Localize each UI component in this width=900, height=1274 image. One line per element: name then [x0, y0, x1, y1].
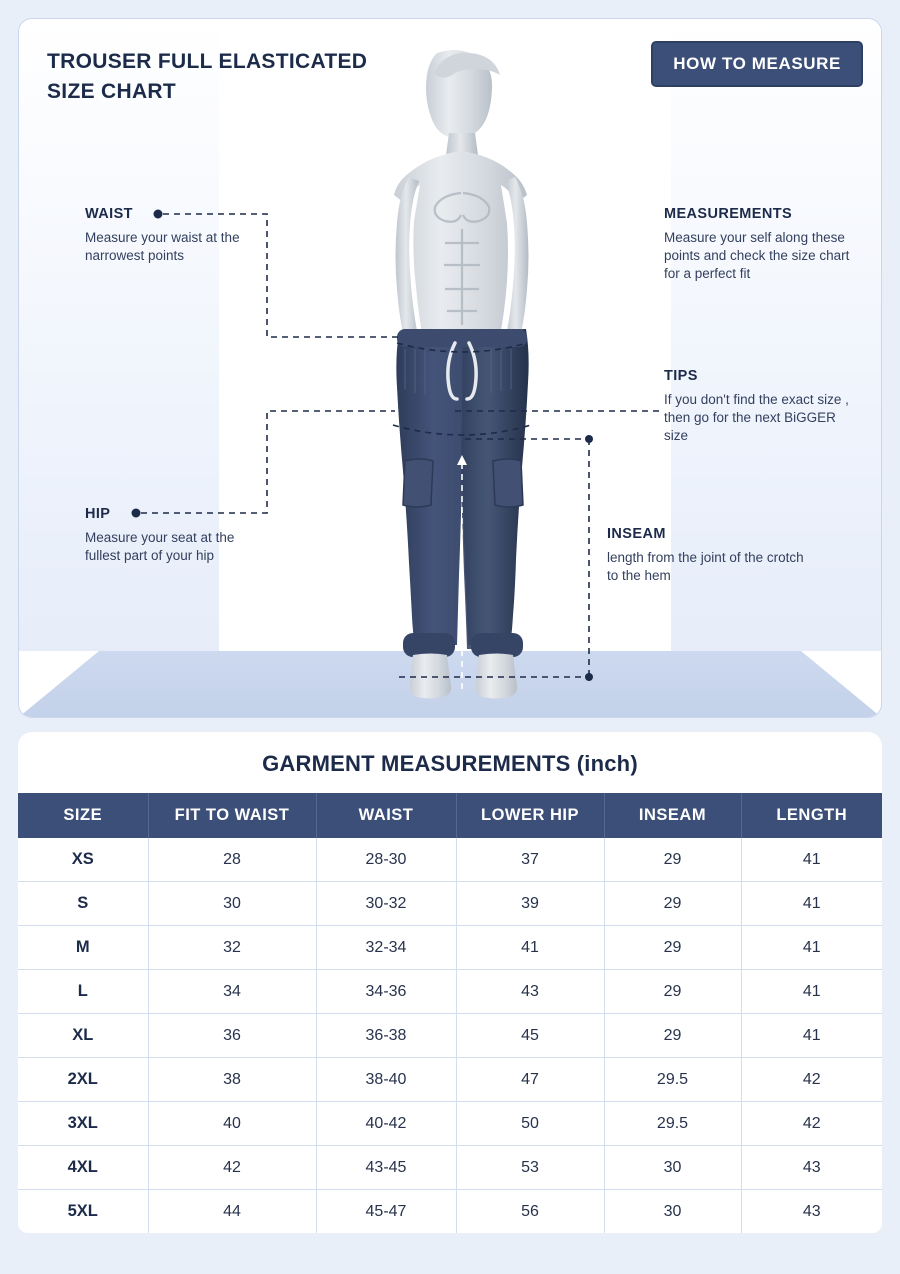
cell-size: 5XL	[18, 1190, 148, 1234]
column-header-fit-to-waist: FIT TO WAIST	[148, 793, 316, 838]
garment-measurements-table	[18, 793, 882, 1233]
cell-size: XL	[18, 1014, 148, 1058]
table-row	[18, 838, 882, 882]
cell-waist: 30-32	[316, 882, 456, 926]
cell-length: 41	[741, 1014, 882, 1058]
how-to-measure-card	[18, 18, 882, 718]
cell-inseam: 29	[604, 1014, 741, 1058]
cell-length: 41	[741, 926, 882, 970]
cell-fit-to-waist: 28	[148, 838, 316, 882]
column-header-size: SIZE	[18, 793, 148, 838]
cell-waist: 43-45	[316, 1146, 456, 1190]
callout-tips-heading: TIPS	[664, 368, 698, 384]
cell-fit-to-waist: 32	[148, 926, 316, 970]
cell-size: 3XL	[18, 1102, 148, 1146]
cell-lower-hip: 37	[456, 838, 604, 882]
cell-fit-to-waist: 40	[148, 1102, 316, 1146]
cell-lower-hip: 53	[456, 1146, 604, 1190]
cell-lower-hip: 39	[456, 882, 604, 926]
cell-inseam: 29	[604, 926, 741, 970]
page-title: TROUSER FULL ELASTICATED SIZE CHART	[47, 50, 368, 104]
cell-length: 43	[741, 1190, 882, 1234]
cell-waist: 38-40	[316, 1058, 456, 1102]
cell-inseam: 30	[604, 1146, 741, 1190]
cell-length: 41	[741, 882, 882, 926]
cell-inseam: 29	[604, 970, 741, 1014]
callout-measurements	[664, 205, 854, 283]
cell-size: S	[18, 882, 148, 926]
cell-waist: 34-36	[316, 970, 456, 1014]
callout-measurements-heading: MEASUREMENTS	[664, 206, 793, 222]
callout-hip	[85, 505, 265, 565]
cell-length: 41	[741, 838, 882, 882]
cell-lower-hip: 41	[456, 926, 604, 970]
cell-fit-to-waist: 44	[148, 1190, 316, 1234]
table-row	[18, 970, 882, 1014]
callout-waist	[85, 205, 255, 265]
cell-inseam: 29	[604, 882, 741, 926]
cell-length: 42	[741, 1058, 882, 1102]
cell-fit-to-waist: 38	[148, 1058, 316, 1102]
callout-hip-body: Measure your seat at the fullest part of your hip	[85, 530, 235, 563]
callout-hip-heading: HIP	[85, 506, 111, 522]
table-title: GARMENT MEASUREMENTS (inch)	[262, 751, 638, 776]
cell-size: M	[18, 926, 148, 970]
garment-measurements-card	[18, 732, 882, 1233]
table-row	[18, 1102, 882, 1146]
cell-length: 41	[741, 970, 882, 1014]
callout-measurements-body: Measure your self along these points and check the size chart for a perfect fit	[664, 230, 850, 281]
table-row	[18, 1014, 882, 1058]
how-to-measure-badge: HOW TO MEASURE	[651, 41, 863, 87]
cell-lower-hip: 50	[456, 1102, 604, 1146]
column-header-inseam: INSEAM	[604, 793, 741, 838]
cell-waist: 32-34	[316, 926, 456, 970]
table-header-row	[18, 793, 882, 838]
cell-waist: 45-47	[316, 1190, 456, 1234]
cell-waist: 40-42	[316, 1102, 456, 1146]
cell-fit-to-waist: 34	[148, 970, 316, 1014]
cell-lower-hip: 45	[456, 1014, 604, 1058]
cell-size: L	[18, 970, 148, 1014]
callout-tips	[664, 367, 859, 445]
callout-inseam	[607, 525, 807, 585]
table-row	[18, 1190, 882, 1234]
cell-length: 43	[741, 1146, 882, 1190]
cell-fit-to-waist: 36	[148, 1014, 316, 1058]
cell-size: 2XL	[18, 1058, 148, 1102]
cell-inseam: 29.5	[604, 1058, 741, 1102]
callout-tips-body: If you don't find the exact size , then go for the next BiGGER size	[664, 392, 849, 443]
cell-fit-to-waist: 42	[148, 1146, 316, 1190]
table-row	[18, 1146, 882, 1190]
column-header-lower-hip: LOWER HIP	[456, 793, 604, 838]
cell-fit-to-waist: 30	[148, 882, 316, 926]
cell-lower-hip: 56	[456, 1190, 604, 1234]
cell-inseam: 30	[604, 1190, 741, 1234]
callout-waist-body: Measure your waist at the narrowest points	[85, 230, 240, 263]
cell-waist: 28-30	[316, 838, 456, 882]
cell-waist: 36-38	[316, 1014, 456, 1058]
cell-lower-hip: 47	[456, 1058, 604, 1102]
column-header-waist: WAIST	[316, 793, 456, 838]
cell-inseam: 29	[604, 838, 741, 882]
table-row	[18, 1058, 882, 1102]
table-row	[18, 926, 882, 970]
callout-inseam-body: length from the joint of the crotch to the hem	[607, 550, 804, 583]
cell-size: 4XL	[18, 1146, 148, 1190]
cell-inseam: 29.5	[604, 1102, 741, 1146]
callout-waist-heading: WAIST	[85, 206, 133, 222]
cell-lower-hip: 43	[456, 970, 604, 1014]
table-row	[18, 882, 882, 926]
cell-size: XS	[18, 838, 148, 882]
column-header-length: LENGTH	[741, 793, 882, 838]
callout-inseam-heading: INSEAM	[607, 526, 666, 542]
cell-length: 42	[741, 1102, 882, 1146]
